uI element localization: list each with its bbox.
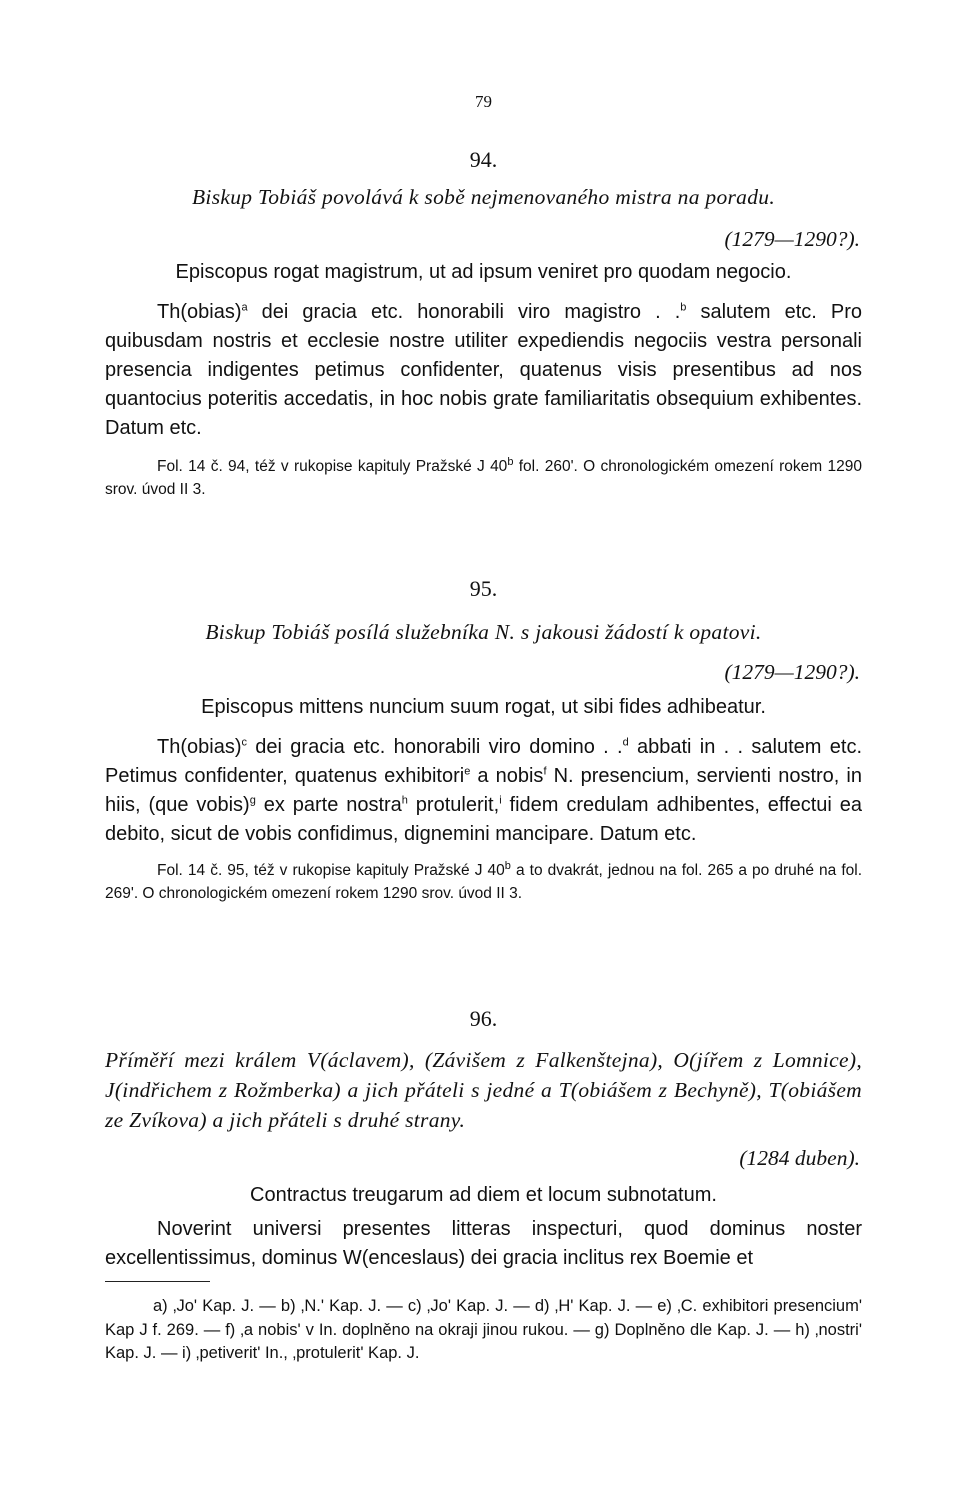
note-part: fol. 260'. O chronologickém omezení rokem 1290 srov. úvod II 3. [105,458,862,498]
document-text [105,733,862,849]
text-part: ex parte nostra [255,794,402,816]
footnote-ref: g [249,794,256,807]
document-text [105,298,862,443]
text-part: dei gracia etc. honorabili viro magistro . . [247,301,681,323]
document-date: (1279—1290?). [724,660,860,684]
note-part: a to dvakrát, jednou na fol. 265 a po druhé na fol. 269'. O chronologickém omezení rokem 1290 srov. úvod II 3. [105,862,863,902]
text-part: salutem etc. Pro quibusdam nostris et ecclesie nostre utiliter expediendis negociis vestra personali presencia indigentes petimus confidenter, quatenus visis presentibus ad nos quantocius poteritis accedatis, in hoc nobis grate familiaritatis obsequium exhibentes. Datum etc. [105,301,863,439]
text-part: N. presencium, servienti nostro, in hiis, (que vobis) [105,765,862,816]
footnote-ref: f [543,765,547,778]
document-summary: Episcopus mittens nuncium suum rogat, ut sibi fides adhibeatur. [201,696,766,718]
footnote-ref: i [499,794,502,807]
document-text [105,1215,862,1273]
document-date: (1284 duben). [739,1146,860,1170]
document-number: 96. [469,1006,498,1031]
document-title: Biskup Tobiáš povolává k sobě nejmenovaného mistra na poradu. [191,185,776,209]
note-sup: b [507,455,514,468]
document-number: 94. [469,147,498,172]
footnote-ref: c [241,736,247,749]
note-part: Fol. 14 č. 95, též v rukopise kapituly Pražské J 40 [157,862,505,879]
document-summary: Contractus treugarum ad diem et locum subnotatum. [250,1184,717,1206]
document-summary: Episcopus rogat magistrum, ut ad ipsum veniret pro quodam negocio. [175,261,792,283]
footnote-ref: a [241,301,248,314]
text-part: Th(obias) [157,301,242,323]
document-title: Biskup Tobiáš posílá služebníka N. s jakousi žádostí k opatovi. [205,620,762,644]
document-95 [105,575,862,905]
text-part: Th(obias) [157,736,242,758]
document-94 [105,146,862,501]
page [105,0,862,1485]
source-note [105,859,862,905]
text-part: dei gracia etc. honorabili viro domino . . [246,736,623,758]
document-96 [105,1005,862,1273]
document-date: (1279—1290?). [724,227,860,251]
page-number: 79 [475,92,492,111]
footnote-divider [105,1281,210,1282]
text-part: fidem credulam adhibentes, effectui ea debito, sicut de vobis confidimus, dignemini mancipare. Datum etc. [105,794,863,845]
footnotes [105,1295,862,1366]
footnote-content: a) ‚Jo' Kap. J. — b) ‚N.' Kap. J. — c) ‚Jo' Kap. J. — d) ‚H' Kap. J. — e) ‚C. exhibitori presencium' Kap J f. 269. — f) ‚a nobis' v In. doplněno na okraji jinou rukou. — g) Doplněno dle Kap. J. — h) ‚nostri' Kap. J. — i) ‚petiverit' In., ‚protulerit' Kap. J. [105,1297,862,1362]
footnote-ref: d [622,736,629,749]
footnote-text [105,1295,862,1366]
footnote-ref: h [401,794,408,807]
note-part: Fol. 14 č. 94, též v rukopise kapituly Pražské J 40 [157,458,508,475]
text-part: a nobis [470,765,544,787]
source-note [105,455,862,501]
text-part: protulerit, [407,794,500,816]
text-part: abbati in . . salutem etc. Petimus confidenter, quatenus exhibitori [105,736,863,787]
footnote-ref: e [464,765,471,778]
note-sup: b [504,859,511,872]
document-title: Příměří mezi králem V(áclavem), (Závišem z Falkenštejna), O(jířem z Lomnice), J(indřichem z Rožmberka) a jich přáteli s jedné a T(obiášem z Bechyně), T(obiášem ze Zvíkova) a jich přáteli s druhé strany. [105,1048,862,1132]
text-part: Noverint universi presentes litteras inspecturi, quod dominus noster excellentissimus, dominus W(enceslaus) dei gracia inclitus rex Boemie et [105,1218,862,1269]
document-number: 95. [469,576,498,601]
footnote-ref: b [680,301,687,314]
